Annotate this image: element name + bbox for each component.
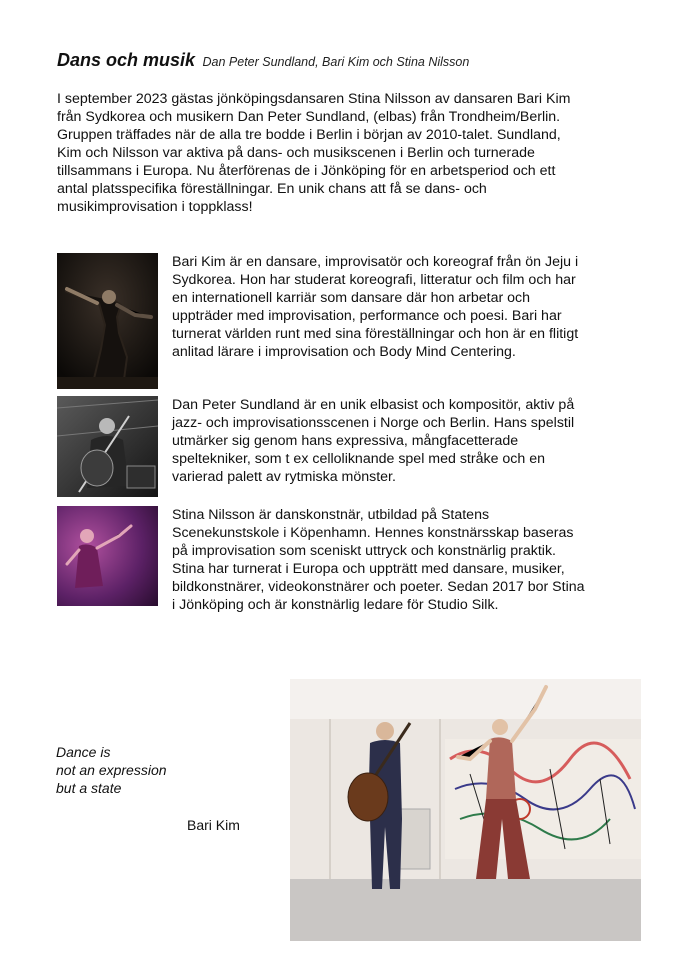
intro-line: I september 2023 gästas jönköpingsdansaren Stina Nilsson av dansaren Bari Kim bbox=[57, 91, 571, 107]
intro-line: från Sydkorea och musikern Dan Peter Sundland, (elbas) från Trondheim/Berlin. bbox=[57, 109, 561, 125]
intro-paragraph bbox=[57, 90, 639, 216]
bio-line: varierad palett av rytmiska mönster. bbox=[172, 469, 396, 485]
bio-line: Dan Peter Sundland är en unik elbasist och kompositör, aktiv på bbox=[172, 397, 575, 413]
bio-bari-kim bbox=[57, 253, 647, 393]
page-title: Dans och musik bbox=[57, 50, 196, 70]
performance-photo bbox=[290, 679, 641, 941]
bio-line: jazz- och improvisationsscenen i Norge och Berlin. Hans spelstil bbox=[172, 415, 575, 431]
stina-nilsson-photo bbox=[57, 506, 158, 606]
bio-line: speltekniker, som t ex celloliknande spel med stråke och en bbox=[172, 451, 546, 467]
bio-line: i Jönköping och är konstnärlig ledare för Studio Silk. bbox=[172, 597, 499, 613]
header bbox=[57, 50, 469, 71]
bio-line: anlitad lärare i improvisation och Body Mind Centering. bbox=[172, 344, 516, 360]
intro-line: tillsammans i Europa. Nu återförenas de i Jönköping för en arbetsperiod och ett bbox=[57, 163, 556, 179]
quote-author: Bari Kim bbox=[187, 817, 240, 833]
stina-nilsson-bio bbox=[172, 506, 642, 614]
intro-line: Kim och Nilsson var aktiva på dans- och musikscenen i Berlin och turnerade bbox=[57, 145, 535, 161]
intro-line: antal platsspecifika föreställningar. En unik chans att få se dans- och bbox=[57, 181, 487, 197]
bio-line: Scenekunstskole i Köpenhamn. Hennes konstnärsskap baseras bbox=[172, 525, 574, 541]
bio-stina-nilsson bbox=[57, 506, 647, 646]
bio-line: en internationell karriär som dansare där hon arbetar och bbox=[172, 290, 531, 306]
bio-line: utmärker sig genom hans expressiva, mångfacetterade bbox=[172, 433, 519, 449]
bio-line: uppträder med improvisation, performance och poesi. Bari har bbox=[172, 308, 562, 324]
bari-kim-photo bbox=[57, 253, 158, 389]
quote-line: Dance is bbox=[56, 744, 111, 760]
bio-line: turnerat världen runt med sina föreställningar och hon är en flitigt bbox=[172, 326, 579, 342]
quote-line: not an expression bbox=[56, 762, 167, 778]
bio-line: Sydkorea. Hon har studerat koreografi, litteratur och film och har bbox=[172, 272, 576, 288]
quote bbox=[56, 743, 167, 797]
bio-line: Stina har turnerat i Europa och uppträtt med dansare, musiker, bbox=[172, 561, 565, 577]
page-subtitle: Dan Peter Sundland, Bari Kim och Stina Nilsson bbox=[202, 55, 470, 69]
dan-peter-sundland-bio bbox=[172, 396, 642, 486]
intro-line: Gruppen träffades när de alla tre bodde i Berlin i början av 2010-talet. Sundland, bbox=[57, 127, 561, 143]
bio-line: Stina Nilsson är danskonstnär, utbildad på Statens bbox=[172, 507, 490, 523]
bio-line: på improvisation som sceniskt uttryck och konstnärlig praktik. bbox=[172, 543, 556, 559]
bio-line: bildkonstnärer, videokonstnärer och poeter. Sedan 2017 bor Stina bbox=[172, 579, 585, 595]
bari-kim-bio bbox=[172, 253, 642, 361]
quote-line: but a state bbox=[56, 780, 122, 796]
bio-line: Bari Kim är en dansare, improvisatör och koreograf från ön Jeju i bbox=[172, 254, 579, 270]
dan-peter-sundland-photo bbox=[57, 396, 158, 497]
intro-line: musikimprovisation i toppklass! bbox=[57, 199, 253, 215]
